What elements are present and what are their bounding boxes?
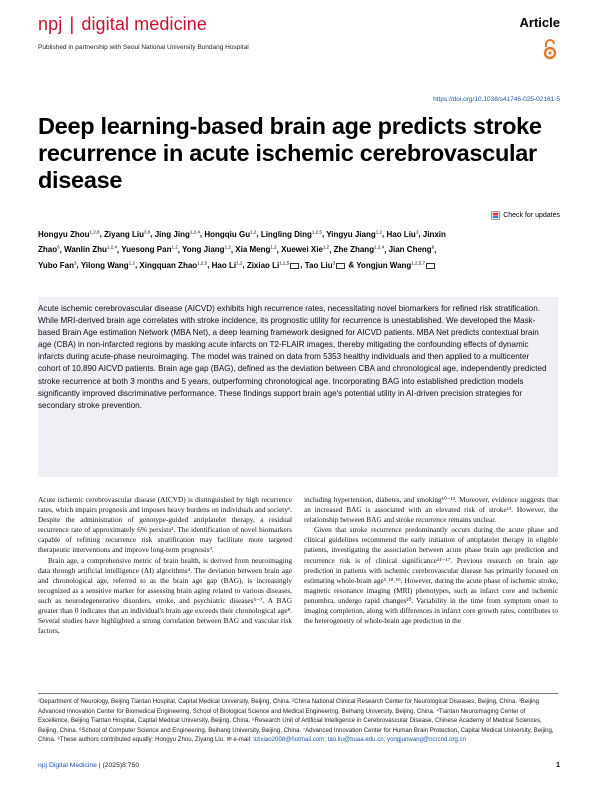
author-affiliation: 1,2	[224, 244, 231, 250]
author-affiliation: 3,8	[144, 229, 151, 234]
author-affiliation: 1,2	[270, 244, 277, 250]
doi-link[interactable]: https://doi.org/10.1038/s41746-025-02161-5	[433, 96, 560, 103]
article-title: Deep learning-based brain age predicts stroke recurrence in acute ischemic cerebrovascular disease	[38, 113, 542, 193]
author-label: Yuesong Pan	[121, 245, 172, 255]
author-name[interactable]	[235, 245, 276, 254]
author-name[interactable]	[389, 245, 435, 254]
author-list: Hongyu Zhou$^{1,2,8}$, Ziyang Liu$^{3,8}$, Jing Jing$^{1,2,4}$, Hongqiu Gu$^{1,2}$, Lingling Ding$^{1,2,5}$, Yingyu Jiang$^{1,2}$, Hao Liu$^3$, Jinxin Zhao$^6$, Wanlin Zhu$^{1,2,4}$, Yuesong Pan$^{1,2}$, Yong Jiang$^{1,2}$, Xia Meng$^{1,2}$, Xuewei Xie$^{1,2}$, Zhe Zhang$^{1,2,4}$, Jian Cheng$^6$, Yubo Fan$^3$, Yilong Wang$^{1,2}$, Xingquan Zhao$^{1,2,5}$, Hao Li$^{1,2}$, Zixiao Li$^{1,2,5}$ , Tao Liu$^3$ & Yongjun Wang$^{1,2,5,7}$	[38, 229, 446, 270]
author-label: Wanlin Zhu	[64, 245, 107, 255]
author-name[interactable]	[121, 245, 178, 254]
journal-logo	[38, 14, 560, 35]
author-name[interactable]	[38, 230, 100, 239]
author-label: Hongyu Zhou	[38, 229, 90, 239]
author-name[interactable]	[182, 245, 231, 254]
author-label: Zixiao Li	[246, 260, 280, 270]
footer-citation	[38, 762, 139, 769]
journal-separator: |	[69, 14, 75, 34]
author-affiliation: 1,2,5	[311, 229, 322, 234]
journal-name: digital medicine	[81, 14, 207, 34]
journal-prefix: npj	[38, 14, 63, 34]
author-label: Xingquan Zhao	[139, 260, 198, 270]
author-label: Yubo Fan	[38, 260, 74, 270]
author-affiliation: 1,2,4	[106, 244, 117, 250]
email-label: e-mail:	[233, 736, 252, 743]
mail-icon[interactable]	[336, 263, 345, 269]
paragraph: Given that stroke recurrence predominantly occurs during the acute phase and clinical guidelines recommend the early initiation of antiplatelet therapy in eligible patients, investigating the association between acute phase brain age prediction and recurrence risk is of clinical significance¹⁴⁻¹⁷. Previous research on brain age prediction in patients with ischemic cerebrovascular disease has primarily focused on estimating whole-brain age⁵˒¹⁸˒¹⁹. However, during the acute phase of ischemic stroke, magnetic resonance imaging (MRI) phenotypes, such as infarct core and ischemic penumbra, undergo rapid changes²⁰. Variability in the time from symptom onset to imaging completion, along with differences in infarct core growth rates, contributes to the heterogeneity of whole-brain age prediction in the	[304, 525, 558, 626]
author-name[interactable]	[38, 261, 77, 270]
mail-icon: ✉	[226, 736, 232, 743]
author-label: Lingling Ding	[260, 229, 312, 239]
body-column-left	[38, 495, 292, 636]
author-affiliation: 1,2,5	[279, 260, 290, 266]
paragraph: Acute ischemic cerebrovascular disease (AICVD) is distinguished by high recurrence rates, which impairs prognosis and imposes heavy burdens on individuals and society¹. Despite the administration of genotype-guided antiplatelet therapy, a residual recurrence rate of approximately 6% persists². The identification of novel biomarkers capable of refining recurrence risk stratification may facilitate more targeted therapeutic interventions and improve long-term prognosis³.	[38, 495, 292, 555]
author-affiliation: 1,2,4	[189, 229, 200, 234]
paragraph: Brain age, a comprehensive metric of brain health, is derived from neuroimaging data through artificial intelligence (AI) algorithms⁴. The deviation between brain age and chronological age, referred to as the brain age gap (BAG), is increasingly recognized as a sensitive marker for assessing brain aging related to various diseases, such as neurodegenerative disorders, stroke, and psychiatric diseases⁵⁻⁷. A BAG greater than 0 indicates that an individual's brain age exceeds their chronological age⁸. Several studies have highlighted a strong correlation between BAG and vascular risk factors,	[38, 555, 292, 636]
author-label: Hao Li	[211, 260, 237, 270]
body-column-right	[304, 495, 558, 636]
author-affiliation: 1,2	[236, 260, 243, 266]
author-label: Yong Jiang	[182, 245, 225, 255]
body-text	[38, 495, 558, 636]
footnote-divider	[38, 693, 558, 694]
author-name[interactable]	[139, 261, 207, 270]
author-label: Ziyang Liu	[104, 229, 145, 239]
author-name[interactable]	[305, 261, 346, 270]
partner-statement: Published in partnership with Seoul National University Bundang Hospital	[38, 44, 249, 51]
author-label: Jinxin Zhao	[38, 229, 446, 255]
author-affiliation: 1,2,5,7	[411, 260, 426, 266]
author-affiliation: 1,2	[250, 229, 257, 234]
author-name[interactable]	[326, 230, 382, 239]
abstract-text: Acute ischemic cerebrovascular disease (AICVD) exhibits high recurrence rates, necessitating novel biomarkers for refined risk stratification. While MRI-derived brain age correlates with stroke incidence, its prognostic utility for recurrence is unestablished. We developed the Mask-based Brain Age estimation Network (MBA Net), a deep learning framework designed for AICVD patients. MBA Net predicts contextual brain age (CBA) in non-infarcted regions by masking acute infarcts on T2-FLAIR images, thereby mitigating the confounding effects of dynamic infarcts during acute-phase neuroimaging. The model was trained on data from 5353 healthy individuals and then applied to a multicenter cohort of 10,890 AICVD patients. Brain age gap (BAG), defined as the deviation between CBA and chronological age, independently predicted stroke recurrence at both 3 months and 5 years, outperforming chronological age. Incorporating BAG into established prediction models significantly improved discriminative performance. These findings support brain age's potential utility in AI-driven precision strategies for secondary stroke prevention.	[38, 304, 547, 410]
author-name[interactable]	[386, 230, 418, 239]
author-affiliation: 1,2	[171, 244, 178, 250]
author-affiliation: 3	[415, 229, 419, 234]
author-affiliation: 1,2,4	[374, 244, 385, 250]
author-label: Yingyu Jiang	[326, 229, 376, 239]
author-affiliation: 3	[332, 260, 336, 266]
author-label: Jian Cheng	[388, 245, 432, 255]
footer-volume: | (2025)8:750	[98, 762, 140, 769]
author-name[interactable]	[204, 230, 256, 239]
check-for-updates-button[interactable]	[491, 211, 560, 220]
author-label: Hao Liu	[386, 229, 416, 239]
author-name[interactable]	[356, 261, 436, 270]
author-affiliation: 1,2	[322, 244, 330, 250]
mail-icon[interactable]	[426, 263, 435, 269]
author-name[interactable]	[261, 230, 322, 239]
author-name[interactable]	[81, 261, 135, 270]
author-affiliation: 3	[74, 260, 77, 266]
author-affiliation: 1,2	[375, 229, 383, 234]
abstract-box	[38, 297, 558, 477]
author-label: Xuewei Xie	[281, 245, 323, 255]
author-name[interactable]	[64, 245, 117, 254]
author-affiliation: 1,2,8	[89, 229, 100, 234]
author-label: Hongqiu Gu	[204, 229, 251, 239]
author-label: Xia Meng	[235, 245, 271, 255]
author-label: Tao Liu	[304, 260, 333, 270]
mail-icon[interactable]	[290, 263, 299, 269]
author-label: Jing Jing	[154, 229, 190, 239]
author-name[interactable]	[247, 261, 300, 270]
article-type-label: Article	[519, 15, 560, 30]
author-name[interactable]	[155, 230, 200, 239]
affiliations-footnote	[38, 697, 558, 745]
author-name[interactable]	[212, 261, 243, 270]
journal-header	[38, 14, 560, 54]
open-access-icon[interactable]	[542, 38, 558, 60]
author-label: Zhe Zhang	[333, 245, 375, 255]
author-name[interactable]	[281, 245, 329, 254]
author-label: Yilong Wang	[80, 260, 129, 270]
footer-journal[interactable]: npj Digital Medicine	[38, 762, 97, 769]
author-label: Yongjun Wang	[356, 260, 412, 270]
author-name[interactable]	[334, 245, 384, 254]
author-affiliation: 1,2	[128, 260, 135, 266]
author-affiliation: 6	[57, 244, 60, 250]
author-affiliation: 6	[431, 244, 435, 250]
author-affiliation: 1,2,5	[197, 260, 208, 266]
author-name[interactable]	[104, 230, 150, 239]
page-number: 1	[556, 762, 560, 769]
check-for-updates-label: Check for updates	[503, 212, 560, 219]
affiliations-text: ¹Department of Neurology, Beijing Tiantan Hospital, Capital Medical University, Beijing, China. ²China National Clinical Research Center for Neurological Diseases, Beijing, China. ³Beijing Advanced Innovation Center for Biomedical Engineering, School of Biological Science and Medical Engineering, Beihang University, Beijing, China. ⁴Tiantan Neuroimaging Center of Excellence, Beijing Tiantan Hospital, Capital Medical University, Beijing, China. ⁵Research Unit of Artificial Intelligence in Cerebrovascular Disease, Chinese Academy of Medical Sciences, Beijing, China. ⁶School of Computer Science and Engineering, Beihang University, Beijing, China. ⁷Advanced Innovation Center for Human Brain Protection, Capital Medical University, Beijing, China. ⁸These authors contributed equally: Hongyu Zhou, Ziyang Liu.	[38, 698, 554, 743]
check-for-updates-icon	[491, 211, 500, 220]
paragraph: including hypertension, diabetes, and smoking¹⁰⁻¹². Moreover, evidence suggests that an increased BAG is associated with an elevated risk of stroke¹³. However, the relationship between BAG and stroke recurrence remains unclear.	[304, 495, 558, 525]
corresponding-emails[interactable]: lizixiao2008@hotmail.com; tao.liu@buaa.edu.cn; yongjunwang@ncrcnd.org.cn	[253, 736, 467, 743]
